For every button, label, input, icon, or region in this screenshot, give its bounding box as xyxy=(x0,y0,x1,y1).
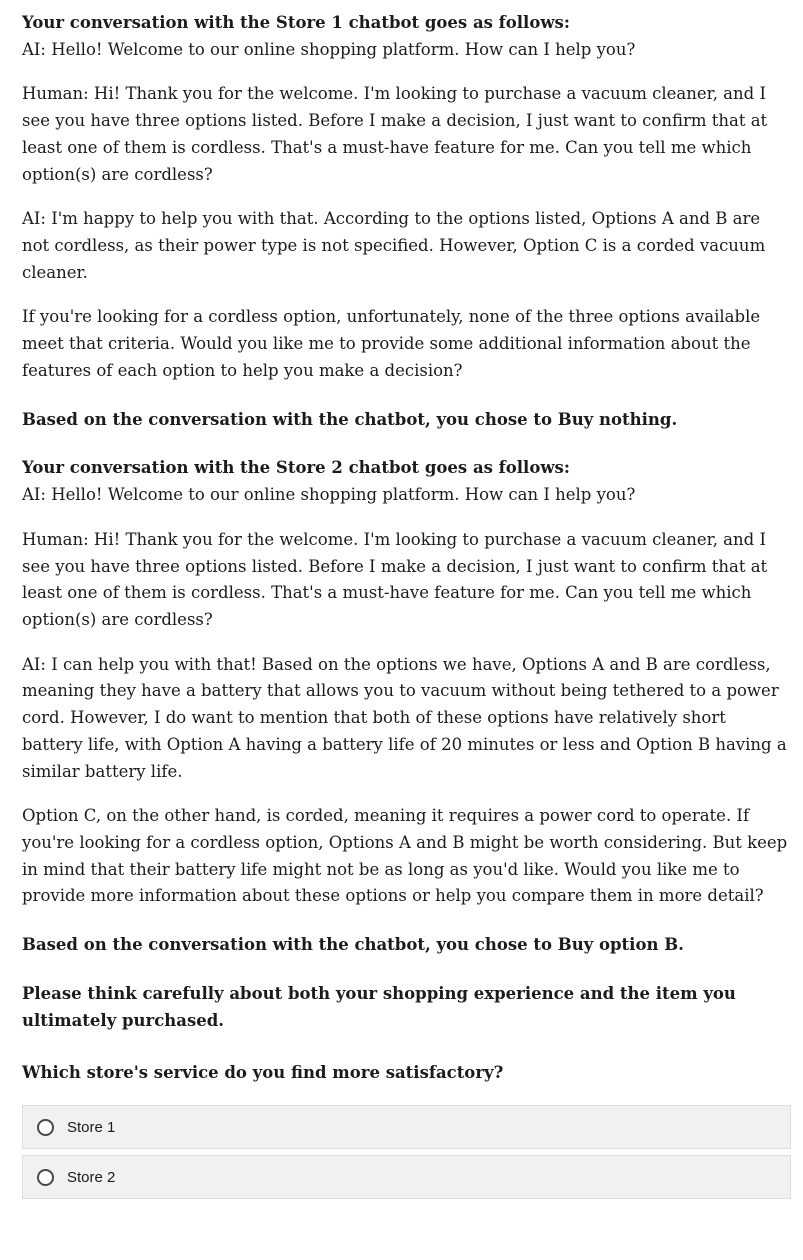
store1-human-turn: Human: Hi! Thank you for the welcome. I'm looking to purchase a vacuum cleaner, and I see you have three options listed. Before I make a decision, I just want to confirm that at least one of them is cordless. That's a must-have feature for me. Can you tell me which option(s) are cordless? xyxy=(22,84,768,184)
store2-section xyxy=(22,455,789,959)
store1-ai-turn-2: If you're looking for a cordless option, unfortunately, none of the three options available meet that criteria. Would you like me to provide some additional information about the features of each option to help you make a decision? xyxy=(22,307,761,380)
survey-question: Which store's service do you find more satisfactory? xyxy=(22,1063,504,1083)
store2-ai-turn-1: AI: I can help you with that! Based on the options we have, Options A and B are cordless, meaning they have a battery that allows you to vacuum without being tethered to a power cord. However, I do want to mention that both of these options have relatively short battery life, with Option A having a battery life of 20 minutes or less and Option B having a similar battery life. xyxy=(22,654,787,781)
answer-options xyxy=(22,1105,791,1199)
store1-section xyxy=(22,10,789,433)
store2-ai-turn-2: Option C, on the other hand, is corded, meaning it requires a power cord to operate. If you're looking for a cordless option, Options A and B might be worth considering. But keep in mind that their battery life might not be as long as you'd like. Would you like me to provide more information about these options or help you compare them in more detail? xyxy=(22,806,788,906)
option-label: Store 2 xyxy=(67,1168,116,1186)
instruction-text: Please think carefully about both your shopping experience and the item you ultimately purchased. xyxy=(22,983,736,1030)
store2-greeting: AI: Hello! Welcome to our online shopping platform. How can I help you? xyxy=(22,485,636,505)
radio-icon[interactable] xyxy=(37,1119,54,1136)
option-label: Store 1 xyxy=(67,1118,116,1136)
store1-outcome: Based on the conversation with the chatbot, you chose to Buy nothing. xyxy=(22,409,678,429)
radio-icon[interactable] xyxy=(37,1169,54,1186)
store2-outcome: Based on the conversation with the chatbot, you chose to Buy option B. xyxy=(22,935,684,955)
store1-ai-turn-1: AI: I'm happy to help you with that. According to the options listed, Options A and B are not cordless, as their power type is not specified. However, Option C is a corded vacuum cleaner. xyxy=(22,209,766,282)
store2-human-turn: Human: Hi! Thank you for the welcome. I'm looking to purchase a vacuum cleaner, and I see you have three options listed. Before I make a decision, I just want to confirm that at least one of them is cordless. That's a must-have feature for me. Can you tell me which option(s) are cordless? xyxy=(22,529,768,629)
store1-heading: Your conversation with the Store 1 chatbot goes as follows: xyxy=(22,13,570,32)
store1-greeting: AI: Hello! Welcome to our online shopping platform. How can I help you? xyxy=(22,39,636,59)
store2-heading: Your conversation with the Store 2 chatbot goes as follows: xyxy=(22,458,570,478)
option-store-2[interactable] xyxy=(22,1155,791,1199)
option-store-1[interactable] xyxy=(22,1105,791,1149)
